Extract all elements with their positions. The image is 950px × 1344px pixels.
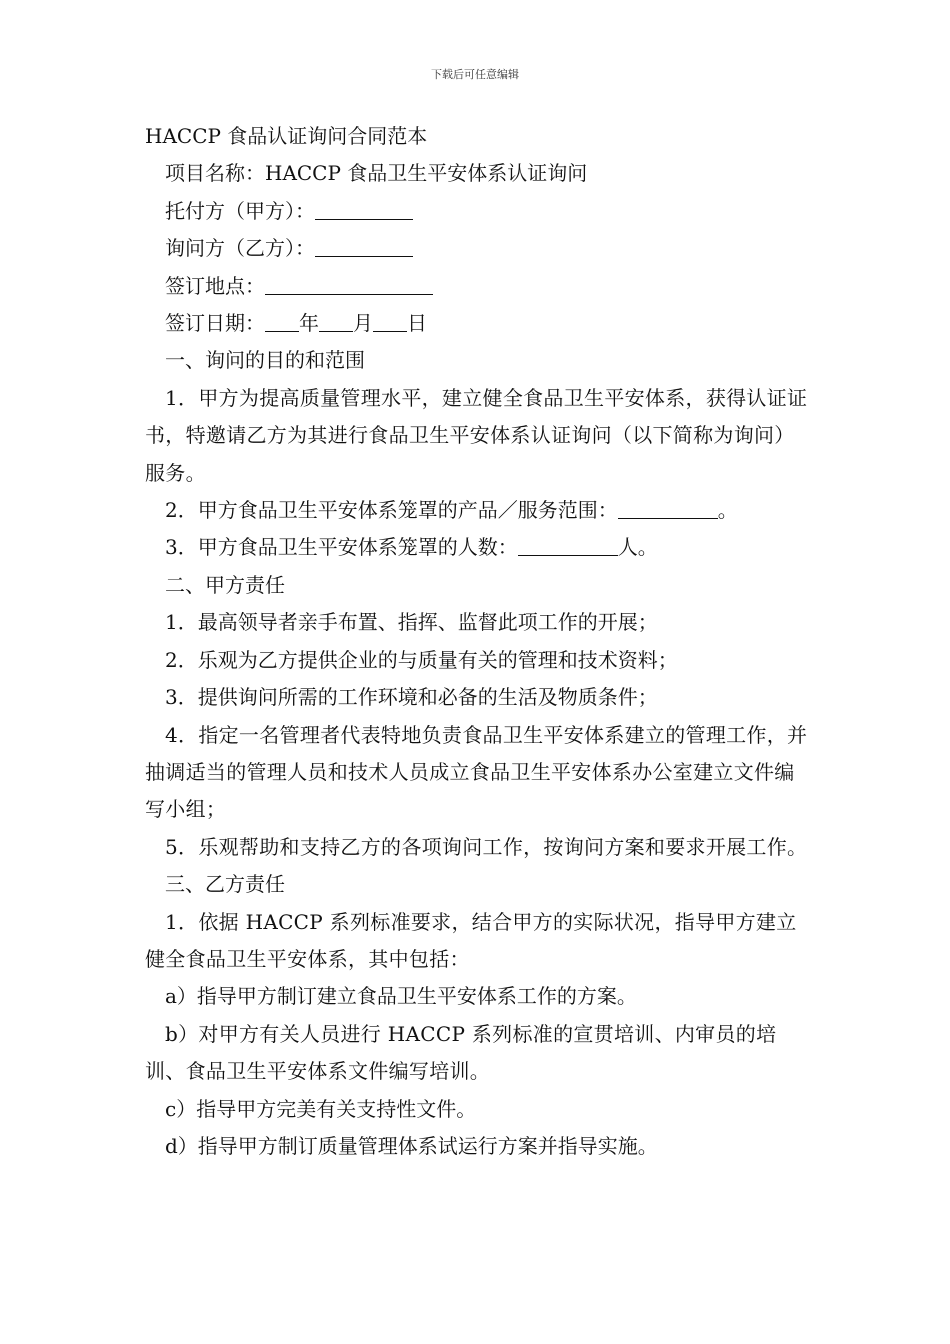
day-label: 日 [407, 311, 427, 336]
section-2-paragraph-2: 2．乐观为乙方提供企业的与质量有关的管理和技术资料； [165, 647, 678, 672]
section-2-paragraph-5: 5．乐观帮助和支持乙方的各项询问工作，按询问方案和要求开展工作。 [165, 834, 808, 859]
section-1-paragraph-1: 1．甲方为提高质量管理水平，建立健全食品卫生平安体系，获得认证证书，特邀请乙方为其进行食品卫生平安体系认证询问（以下简称为询问）服务。 [145, 385, 808, 485]
party-a-blank [315, 199, 413, 220]
section-1-paragraph-2 [145, 492, 810, 529]
header-note: 下载后可任意编辑 [431, 68, 519, 81]
contract-document [145, 118, 810, 1165]
headcount-label: 3．甲方食品卫生平安体系笼罩的人数： [165, 535, 518, 560]
section-3-paragraph-1: 1．依据 HACCP 系列标准要求，结合甲方的实际状况，指导甲方建立健全食品卫生平安体系，其中包括： [145, 909, 797, 971]
section-2-heading: 二、甲方责任 [165, 572, 285, 597]
section-3-item-d: d）指导甲方制订质量管理体系试运行方案并指导实施。 [165, 1133, 658, 1158]
section-3-heading: 三、乙方责任 [165, 872, 285, 897]
headcount-suffix: 人。 [617, 535, 658, 560]
month-label: 月 [353, 311, 373, 336]
signing-place-blank [265, 274, 433, 295]
signing-date-field [145, 305, 810, 342]
party-b-blank [315, 236, 413, 257]
scope-blank [618, 498, 718, 519]
year-blank [265, 311, 299, 332]
day-blank [373, 311, 407, 332]
scope-label: 2．甲方食品卫生平安体系笼罩的产品／服务范围： [165, 498, 618, 523]
party-a-field [145, 193, 810, 230]
year-label: 年 [299, 311, 319, 336]
section-1-paragraph-3 [145, 529, 810, 566]
signing-date-label: 签订日期： [165, 311, 265, 336]
section-3-item-b: b）对甲方有关人员进行 HACCP 系列标准的宣贯培训、内审员的培训、食品卫生平安体系文件编写培训。 [145, 1021, 777, 1084]
signing-place-field [145, 268, 810, 305]
headcount-blank [518, 535, 618, 556]
section-2-paragraph-3: 3．提供询问所需的工作环境和必备的生活及物质条件； [165, 685, 658, 710]
party-b-field [145, 230, 810, 267]
month-blank [319, 311, 353, 332]
party-b-label: 询问方（乙方）： [165, 236, 315, 261]
section-3-item-c: c）指导甲方完美有关支持性文件。 [165, 1096, 477, 1121]
section-3-item-a: a）指导甲方制订建立食品卫生平安体系工作的方案。 [165, 984, 637, 1009]
section-2-paragraph-1: 1．最高领导者亲手布置、指挥、监督此项工作的开展； [165, 610, 658, 635]
project-name-field: 项目名称：HACCP 食品卫生平安体系认证询问 [165, 161, 588, 186]
section-1-heading: 一、询问的目的和范围 [165, 348, 365, 373]
scope-suffix: 。 [717, 498, 738, 523]
signing-place-label: 签订地点： [165, 273, 265, 298]
party-a-label: 托付方（甲方）： [165, 198, 315, 223]
document-title: HACCP 食品认证询问合同范本 [145, 124, 428, 148]
section-2-paragraph-4: 4．指定一名管理者代表特地负责食品卫生平安体系建立的管理工作，并抽调适当的管理人员和技术人员成立食品卫生平安体系办公室建立文件编写小组； [145, 722, 808, 822]
